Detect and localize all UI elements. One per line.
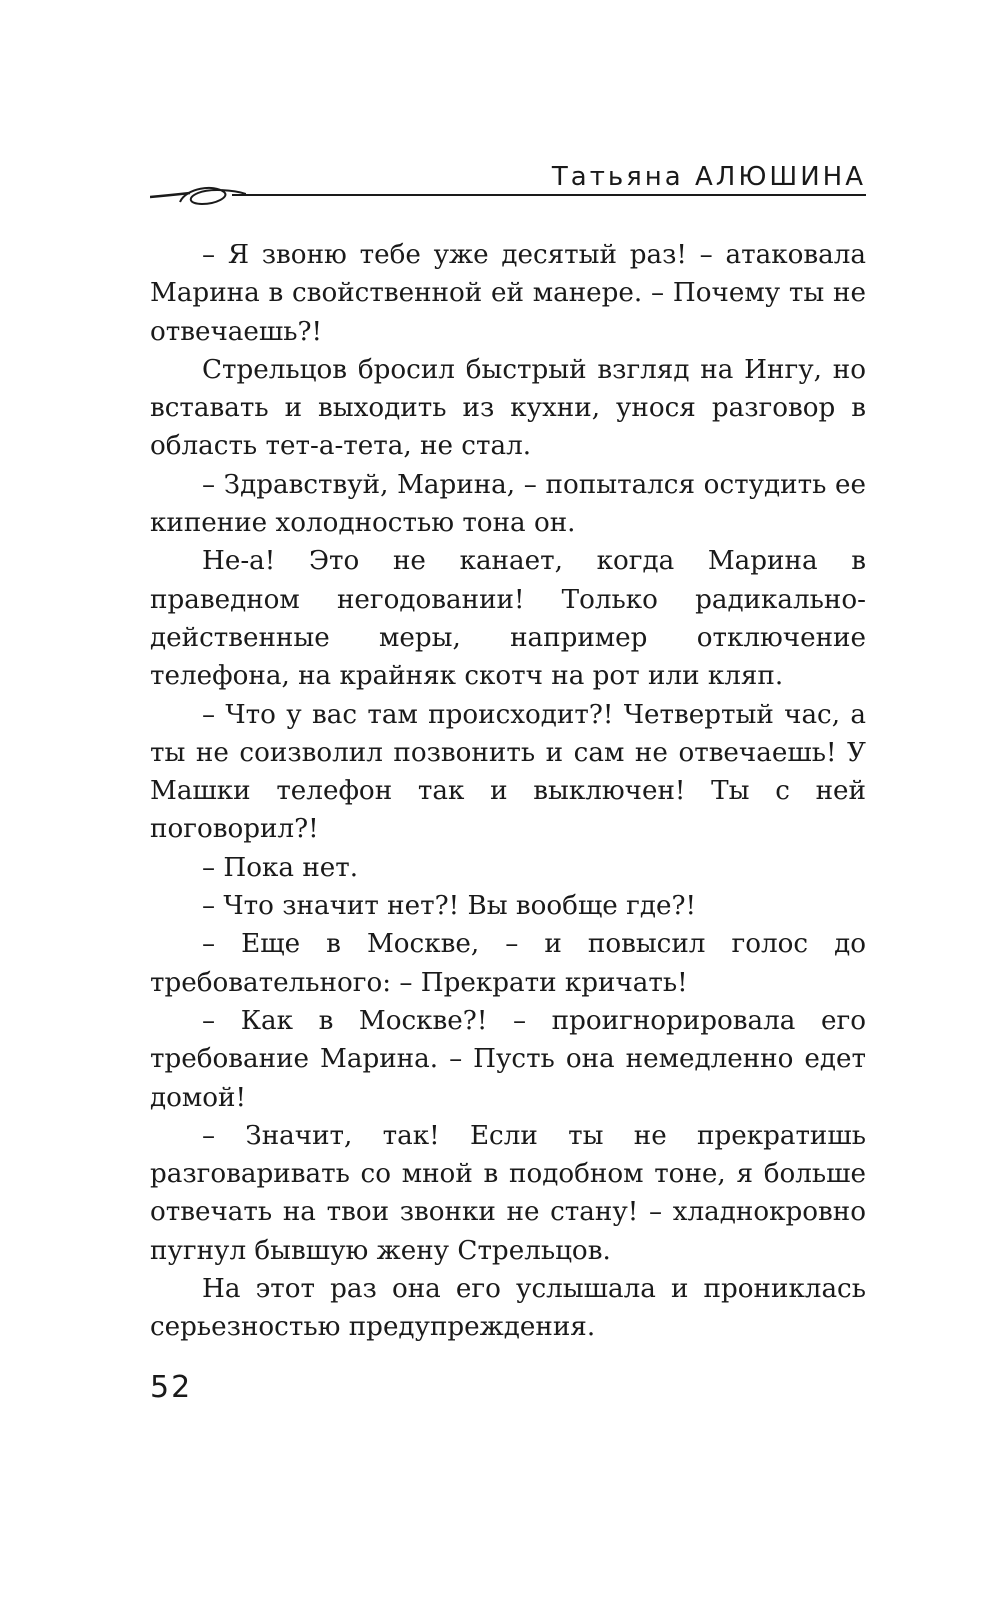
running-head [150, 160, 866, 210]
running-head-author: Татьяна АЛЮШИНА [551, 162, 866, 192]
paragraph: Не-а! Это не канает, когда Марина в праведном негодовании! Только радикально-действенные меры, например отключение телефона, на крайняк скотч на рот или кляп. [150, 546, 866, 692]
paragraph: – Что значит нет?! Вы вообще где?! [202, 891, 697, 922]
page-number: 52 [150, 1370, 193, 1405]
paragraph: – Что у вас там происходит?! Четвертый час, а ты не соизволил позвонить и сам не отвечаешь! У Машки телефон так и выключен! Ты с ней поговорил?! [150, 699, 866, 845]
paragraph: – Пока нет. [202, 852, 359, 883]
paragraph: – Здравствуй, Марина, – попытался остудить ее кипение холодностью тона он. [150, 469, 866, 539]
paragraph: – Я звоню тебе уже десятый раз! – атаковала Марина в свойственной ей манере. – Почему ты не отвечаешь?! [150, 240, 866, 347]
paragraph: На этот раз она его услышала и прониклась серьезностью предупреждения. [150, 1274, 866, 1343]
paragraph: Стрельцов бросил быстрый взгляд на Ингу, но вставать и выходить из кухни, унося разговор в область тет-а-тета, не стал. [150, 354, 866, 462]
text-body [150, 236, 866, 1347]
header-rule [232, 194, 866, 196]
flourish-ornament-icon [150, 182, 246, 212]
paragraph: – Еще в Москве, – и повысил голос до требовательного: – Прекрати кричать! [150, 929, 866, 998]
paragraph: – Значит, так! Если ты не прекратишь разговаривать со мной в подобном тоне, я больше отвечать на твои звонки не стану! – хладнокровно пугнул бывшую жену Стрельцов. [150, 1120, 866, 1266]
paragraph: – Как в Москве?! – проигнорировала его требование Марина. – Пусть она немедленно едет домой! [150, 1005, 866, 1113]
